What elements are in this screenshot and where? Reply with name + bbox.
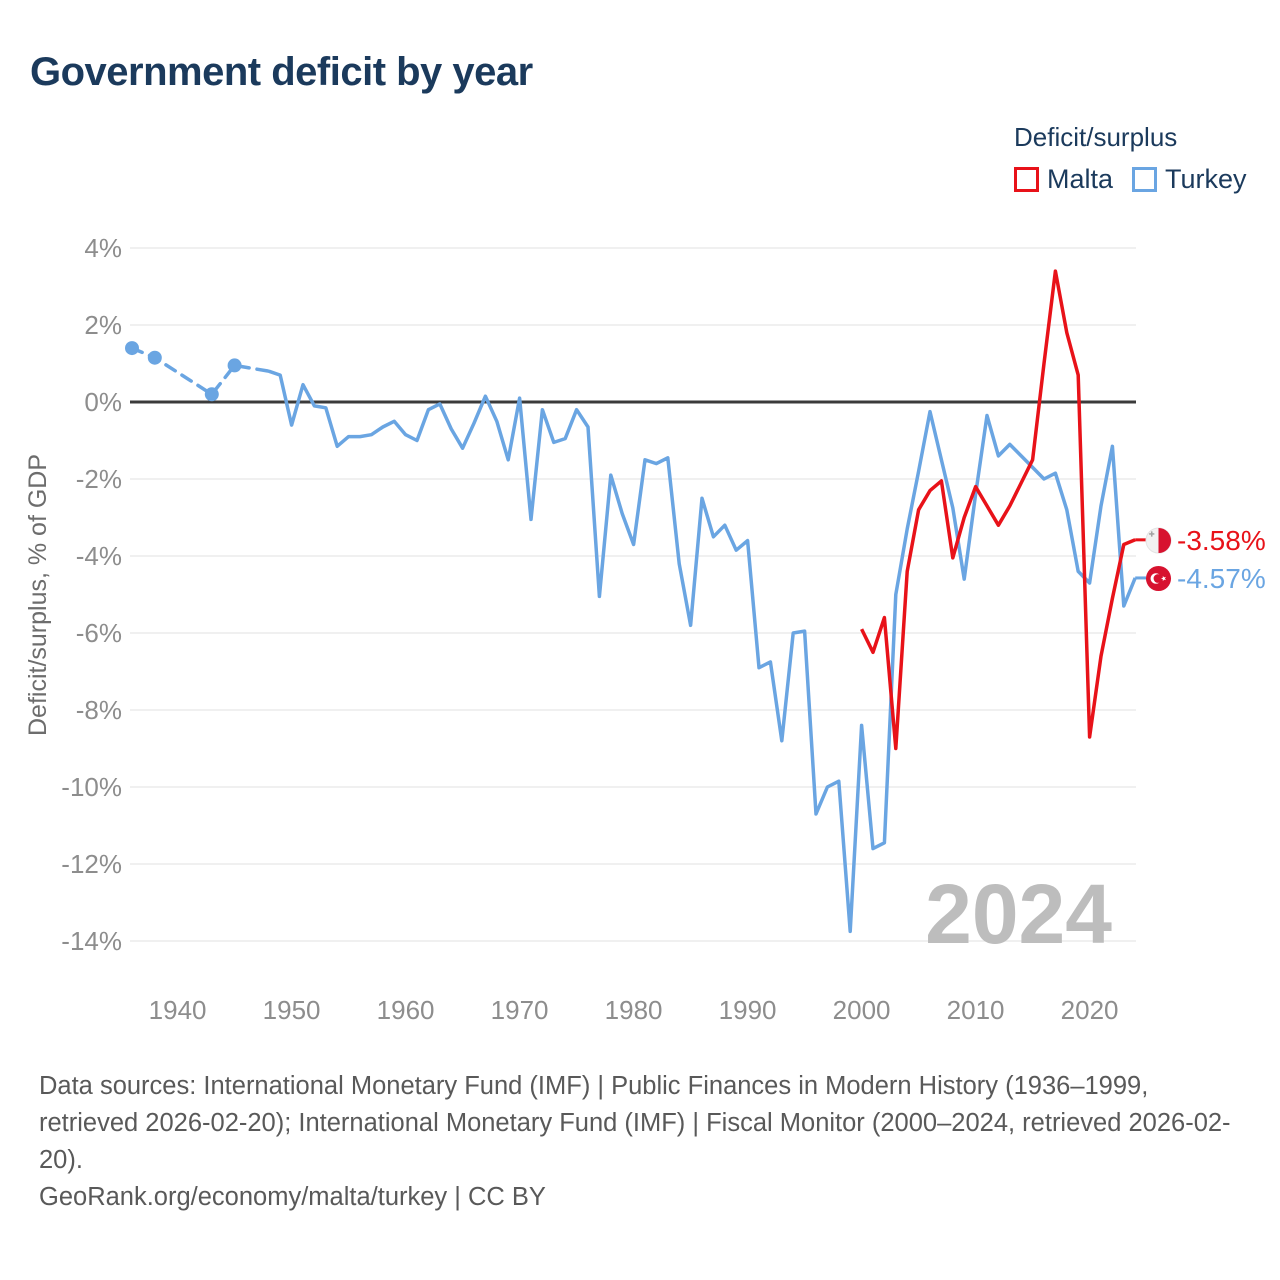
attribution-text: GeoRank.org/economy/malta/turkey | CC BY: [39, 1183, 546, 1211]
legend-label-turkey: Turkey: [1165, 164, 1247, 194]
x-tick-label: 1970: [490, 995, 549, 1025]
legend-items: [1014, 164, 1247, 195]
x-tick-label: 2020: [1060, 995, 1119, 1025]
y-tick-label: 0%: [84, 387, 122, 417]
turkey-data-marker[interactable]: [125, 341, 139, 355]
malta-color-swatch: [1014, 167, 1039, 192]
data-sources-text: Data sources: International Monetary Fund (IMF) | Public Finances in Modern History (1936–1999, retrieved 2026-02-20); International Monetary Fund (IMF) | Fiscal Monitor (2000–2024, retrieved 2026-02-20).: [39, 1072, 1231, 1174]
turkey-color-swatch: [1132, 167, 1157, 192]
legend: [1014, 122, 1247, 195]
y-tick-label: -8%: [75, 695, 122, 725]
legend-item-turkey[interactable]: [1132, 164, 1247, 195]
x-tick-label: 2000: [832, 995, 891, 1025]
y-tick-label: -14%: [61, 926, 122, 956]
y-tick-label: 4%: [84, 233, 122, 263]
x-tick-label: 1950: [262, 995, 321, 1025]
turkey-data-marker[interactable]: [148, 351, 162, 365]
end-label-turkey-value: -4.57%: [1177, 562, 1266, 594]
turkey-data-marker[interactable]: [228, 358, 242, 372]
y-tick-label: -10%: [61, 772, 122, 802]
y-tick-label: -2%: [75, 464, 122, 494]
x-tick-label: 2010: [946, 995, 1005, 1025]
page-title: Government deficit by year: [30, 50, 533, 94]
y-axis-title: Deficit/surplus, % of GDP: [24, 453, 52, 737]
malta-flag-icon: [1145, 527, 1172, 554]
turkey-flag-icon: [1145, 565, 1172, 592]
x-tick-label: 1940: [148, 995, 207, 1025]
y-tick-label: -12%: [61, 849, 122, 879]
turkey-line[interactable]: [269, 371, 1135, 931]
x-tick-label: 1980: [604, 995, 663, 1025]
x-tick-label: 1990: [718, 995, 777, 1025]
y-tick-label: 2%: [84, 310, 122, 340]
legend-title: Deficit/surplus: [1014, 122, 1178, 152]
end-label-turkey: [1145, 563, 1266, 595]
end-label-malta-value: -3.58%: [1177, 524, 1266, 556]
watermark-year: 2024: [925, 867, 1112, 961]
legend-label-malta: Malta: [1047, 164, 1114, 194]
footer: [39, 1068, 1244, 1216]
end-label-malta: [1145, 525, 1266, 557]
malta-line[interactable]: [862, 271, 1136, 748]
legend-item-malta[interactable]: [1014, 164, 1113, 195]
y-tick-label: -6%: [75, 618, 122, 648]
turkey-data-marker[interactable]: [205, 387, 219, 401]
x-tick-label: 1960: [376, 995, 435, 1025]
y-tick-label: -4%: [75, 541, 122, 571]
